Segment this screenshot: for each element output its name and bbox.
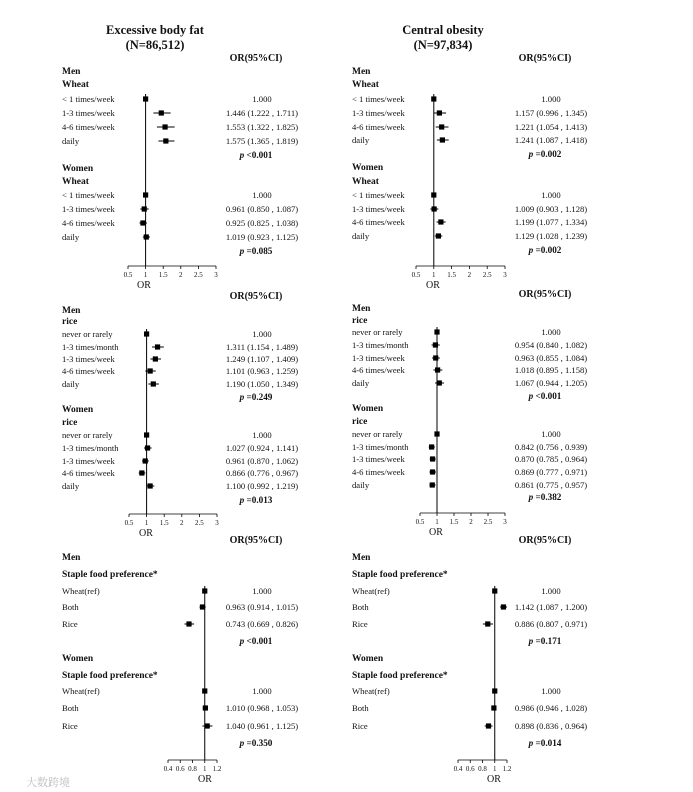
column-title-right: Central obesity	[402, 23, 484, 37]
or-ci-value: 1.221 (1.054 , 1.413)	[514, 122, 588, 132]
x-tick-label: 3	[503, 271, 507, 279]
or-ci-value: 1.009 (0.903 , 1.128)	[514, 204, 588, 214]
or-ci-value: 1.010 (0.968 , 1.053)	[225, 703, 299, 713]
or-ci-value: 1.311 (1.154 , 1.489)	[225, 342, 299, 352]
x-axis-label: OR	[487, 774, 501, 785]
row-label: Rice	[352, 619, 368, 629]
x-tick-label: 0.4	[163, 765, 173, 773]
food-label: Staple food preference*	[62, 671, 158, 681]
forest-panel	[62, 291, 298, 539]
row-label: 1-3 times/month	[62, 342, 119, 352]
or-ci-value: 0.842 (0.756 , 0.939)	[514, 442, 588, 452]
or-ci-value: 0.963 (0.855 , 1.084)	[514, 353, 588, 363]
x-axis-label: OR	[429, 527, 443, 538]
or-point	[430, 482, 435, 487]
row-label: Wheat(ref)	[352, 586, 390, 596]
or-ci-value: 1.018 (0.895 , 1.158)	[514, 365, 588, 375]
x-tick-label: 0.4	[453, 765, 463, 773]
forest-panel	[352, 535, 587, 785]
x-tick-label: 1	[203, 765, 207, 773]
row-label: 1-3 times/week	[352, 353, 405, 363]
x-tick-label: 1	[493, 765, 497, 773]
x-tick-label: 2.5	[194, 271, 203, 279]
row-label: Wheat(ref)	[62, 586, 100, 596]
x-tick-label: 1.5	[158, 271, 168, 279]
or-point	[491, 705, 496, 710]
or-point	[151, 381, 156, 386]
forest-panel	[62, 535, 298, 785]
food-label: Staple food preference*	[352, 671, 448, 681]
row-label: never or rarely	[62, 430, 113, 440]
or-point	[486, 723, 491, 728]
row-label: 4-6 times/week	[352, 365, 405, 375]
or-ci-header: OR(95%CI)	[518, 53, 572, 64]
or-point	[162, 124, 167, 129]
or-point	[144, 234, 149, 239]
watermark: 大数跨境	[26, 777, 70, 789]
or-ci-value: 0.954 (0.840 , 1.082)	[514, 340, 588, 350]
or-ci-value: 1.100 (0.992 , 1.219)	[225, 481, 299, 491]
row-label: Both	[62, 602, 79, 612]
or-ci-value: 1.000	[541, 686, 561, 696]
or-ci-header: OR(95%CI)	[518, 289, 572, 300]
or-point	[203, 705, 208, 710]
row-label: < 1 times/week	[62, 94, 115, 104]
or-point	[139, 470, 144, 475]
row-label: Both	[352, 602, 369, 612]
sex-label: Men	[62, 553, 81, 563]
row-label: Rice	[62, 721, 78, 731]
or-point	[153, 356, 158, 361]
x-tick-label: 0.6	[175, 765, 185, 773]
or-point	[186, 621, 191, 626]
or-ci-value: 1.000	[541, 429, 561, 439]
p-value: p =0.171	[528, 636, 562, 646]
row-label: 1-3 times/week	[62, 108, 115, 118]
row-label: 4-6 times/week	[62, 366, 115, 376]
p-value: p <0.001	[239, 636, 273, 646]
p-value: p <0.001	[239, 150, 273, 160]
row-label: 1-3 times/month	[352, 442, 409, 452]
row-label: 1-3 times/week	[352, 108, 405, 118]
row-label: 4-6 times/week	[352, 122, 405, 132]
x-tick-label: 1.5	[159, 519, 169, 527]
x-tick-label: 0.5	[415, 518, 425, 526]
or-ci-value: 1.067 (0.944 , 1.205)	[514, 378, 588, 388]
row-label: never or rarely	[352, 327, 403, 337]
x-axis-label: OR	[139, 528, 153, 539]
p-value: p =0.002	[528, 245, 562, 255]
x-tick-label: 0.8	[188, 765, 197, 773]
or-point	[439, 124, 444, 129]
food-label: Staple food preference*	[62, 570, 158, 580]
row-label: 4-6 times/week	[352, 217, 405, 227]
p-value: p =0.350	[239, 738, 273, 748]
or-ci-value: 1.000	[252, 686, 272, 696]
x-axis-label: OR	[198, 774, 212, 785]
x-tick-label: 1	[143, 271, 148, 279]
x-tick-label: 2.5	[482, 271, 492, 279]
column-title-left: Excessive body fat	[106, 23, 204, 37]
column-n-left: (N=86,512)	[125, 38, 185, 52]
food-label: Wheat	[62, 177, 89, 187]
or-ci-value: 1.000	[252, 94, 272, 104]
x-tick-label: 0.8	[478, 765, 487, 773]
or-point	[159, 110, 164, 115]
food-label: rice	[62, 317, 78, 327]
x-tick-label: 2	[469, 518, 473, 526]
sex-label: Men	[62, 306, 81, 316]
or-point	[430, 469, 435, 474]
or-ci-header: OR(95%CI)	[518, 535, 572, 546]
food-label: Staple food preference*	[352, 570, 448, 580]
sex-label: Women	[352, 163, 384, 173]
row-label: daily	[62, 379, 80, 389]
column-n-right: (N=97,834)	[413, 38, 473, 52]
or-ci-value: 1.129 (1.028 , 1.239)	[514, 231, 588, 241]
or-point	[437, 110, 442, 115]
or-ci-value: 1.040 (0.961 , 1.125)	[225, 721, 299, 731]
row-label: daily	[62, 232, 80, 242]
p-value: p =0.382	[528, 492, 562, 502]
forest-panels	[62, 53, 587, 785]
or-ci-value: 0.961 (0.850 , 1.087)	[225, 204, 299, 214]
food-label: rice	[352, 417, 368, 427]
x-tick-label: 1.2	[502, 765, 512, 773]
row-label: never or rarely	[352, 429, 403, 439]
food-label: Wheat	[352, 80, 379, 90]
food-label: Wheat	[62, 80, 89, 90]
or-ci-value: 1.000	[252, 430, 272, 440]
or-ci-value: 1.019 (0.923 , 1.125)	[225, 232, 299, 242]
or-ci-value: 1.000	[252, 586, 272, 596]
x-tick-label: 3	[503, 518, 507, 526]
row-label: < 1 times/week	[62, 190, 115, 200]
row-label: 4-6 times/week	[352, 467, 405, 477]
forest-panel	[352, 53, 587, 291]
row-label: daily	[62, 481, 80, 491]
row-label: never or rarely	[62, 329, 113, 339]
x-axis-label: OR	[137, 280, 151, 291]
p-value: p =0.013	[239, 495, 273, 505]
or-ci-value: 0.870 (0.785 , 0.964)	[514, 454, 588, 464]
row-label: Rice	[352, 721, 368, 731]
x-tick-label: 0.6	[465, 765, 475, 773]
sex-label: Men	[62, 67, 81, 77]
food-label: rice	[352, 316, 368, 326]
row-label: daily	[62, 136, 80, 146]
or-ci-value: 1.000	[541, 586, 561, 596]
or-point	[435, 367, 440, 372]
or-ci-value: 1.142 (1.087 , 1.200)	[514, 602, 588, 612]
or-point	[438, 219, 443, 224]
x-tick-label: 0.5	[411, 271, 421, 279]
row-label: 1-3 times/week	[352, 204, 405, 214]
row-label: 4-6 times/week	[62, 218, 115, 228]
or-ci-value: 0.898 (0.836 , 0.964)	[514, 721, 588, 731]
row-label: 1-3 times/week	[62, 204, 115, 214]
or-point	[429, 444, 434, 449]
or-ci-value: 0.743 (0.669 , 0.826)	[225, 619, 299, 629]
or-ci-header: OR(95%CI)	[229, 53, 283, 64]
food-label: rice	[62, 418, 78, 428]
or-ci-value: 1.000	[252, 190, 272, 200]
x-tick-label: 0.5	[123, 271, 133, 279]
row-label: daily	[352, 231, 370, 241]
row-label: 1-3 times/week	[62, 456, 115, 466]
x-tick-label: 1	[144, 519, 149, 527]
or-ci-value: 0.869 (0.777 , 0.971)	[514, 467, 588, 477]
or-point	[433, 355, 438, 360]
row-label: Wheat(ref)	[62, 686, 100, 696]
or-ci-value: 1.241 (1.087 , 1.418)	[514, 135, 588, 145]
row-label: daily	[352, 135, 370, 145]
or-point	[148, 483, 153, 488]
or-ci-value: 1.249 (1.107 , 1.409)	[225, 354, 299, 364]
p-value: p =0.014	[528, 738, 562, 748]
row-label: < 1 times/week	[352, 94, 405, 104]
or-ci-value: 1.190 (1.050 , 1.349)	[225, 379, 299, 389]
x-tick-label: 2	[179, 271, 183, 279]
food-label: Wheat	[352, 177, 379, 187]
or-ci-value: 1.101 (0.963 , 1.259)	[225, 366, 299, 376]
x-tick-label: 0.5	[124, 519, 134, 527]
or-ci-value: 1.553 (1.322 , 1.825)	[225, 122, 299, 132]
sex-label: Men	[352, 304, 371, 314]
or-point	[140, 220, 145, 225]
x-axis-label: OR	[426, 280, 440, 291]
or-point	[485, 621, 490, 626]
x-tick-label: 3	[215, 519, 219, 527]
row-label: Both	[352, 703, 369, 713]
row-label: 1-3 times/month	[352, 340, 409, 350]
x-tick-label: 1	[435, 518, 439, 526]
p-value: p =0.249	[239, 392, 273, 402]
or-point	[145, 445, 150, 450]
p-value: p =0.002	[528, 149, 562, 159]
sex-label: Women	[352, 404, 384, 414]
row-label: daily	[352, 378, 370, 388]
x-tick-label: 1.5	[447, 271, 456, 279]
forest-panel	[62, 53, 298, 291]
or-ci-value: 0.961 (0.870 , 1.062)	[225, 456, 299, 466]
sex-label: Men	[352, 553, 371, 563]
or-point	[148, 368, 153, 373]
or-ci-value: 1.000	[541, 190, 561, 200]
or-ci-value: 1.000	[252, 329, 272, 339]
sex-label: Women	[62, 405, 94, 415]
forest-panel	[352, 289, 587, 538]
sex-label: Women	[62, 654, 94, 664]
p-value: p <0.001	[528, 391, 562, 401]
x-tick-label: 1	[432, 271, 436, 279]
or-point	[436, 233, 441, 238]
or-ci-value: 0.886 (0.807 , 0.971)	[514, 619, 588, 629]
or-point	[501, 604, 506, 609]
sex-label: Women	[62, 164, 94, 174]
or-ci-value: 1.027 (0.924 , 1.141)	[225, 443, 299, 453]
or-ci-value: 0.925 (0.825 , 1.038)	[225, 218, 299, 228]
or-ci-value: 1.000	[541, 94, 561, 104]
row-label: Wheat(ref)	[352, 686, 390, 696]
row-label: Both	[62, 703, 79, 713]
or-point	[440, 137, 445, 142]
or-ci-header: OR(95%CI)	[229, 535, 283, 546]
row-label: 1-3 times/week	[352, 454, 405, 464]
x-tick-label: 1.5	[449, 518, 459, 526]
row-label: 1-3 times/week	[62, 354, 115, 364]
row-label: < 1 times/week	[352, 190, 405, 200]
row-label: daily	[352, 480, 370, 490]
sex-label: Women	[352, 654, 384, 664]
row-label: 1-3 times/month	[62, 443, 119, 453]
row-label: Rice	[62, 619, 78, 629]
or-ci-value: 1.575 (1.365 , 1.819)	[225, 136, 299, 146]
x-tick-label: 2	[180, 519, 184, 527]
or-point	[205, 723, 210, 728]
or-point	[430, 456, 435, 461]
or-ci-value: 0.963 (0.914 , 1.015)	[225, 602, 299, 612]
x-tick-label: 3	[214, 271, 218, 279]
x-tick-label: 1.2	[212, 765, 222, 773]
row-label: 4-6 times/week	[62, 122, 115, 132]
sex-label: Men	[352, 67, 371, 77]
or-point	[155, 344, 160, 349]
or-ci-value: 0.986 (0.946 , 1.028)	[514, 703, 588, 713]
or-ci-value: 1.446 (1.222 , 1.711)	[225, 108, 299, 118]
or-ci-value: 0.866 (0.776 , 0.967)	[225, 468, 299, 478]
or-point	[163, 138, 168, 143]
or-ci-value: 1.157 (0.996 , 1.345)	[514, 108, 588, 118]
or-ci-value: 1.199 (1.077 , 1.334)	[514, 217, 588, 227]
or-ci-header: OR(95%CI)	[229, 291, 283, 302]
x-tick-label: 2	[467, 271, 472, 279]
row-label: 4-6 times/week	[62, 468, 115, 478]
or-ci-value: 1.000	[541, 327, 561, 337]
or-ci-value: 0.861 (0.775 , 0.957)	[514, 480, 588, 490]
x-tick-label: 2.5	[195, 519, 204, 527]
p-value: p =0.085	[239, 246, 273, 256]
x-tick-label: 2.5	[483, 518, 493, 526]
